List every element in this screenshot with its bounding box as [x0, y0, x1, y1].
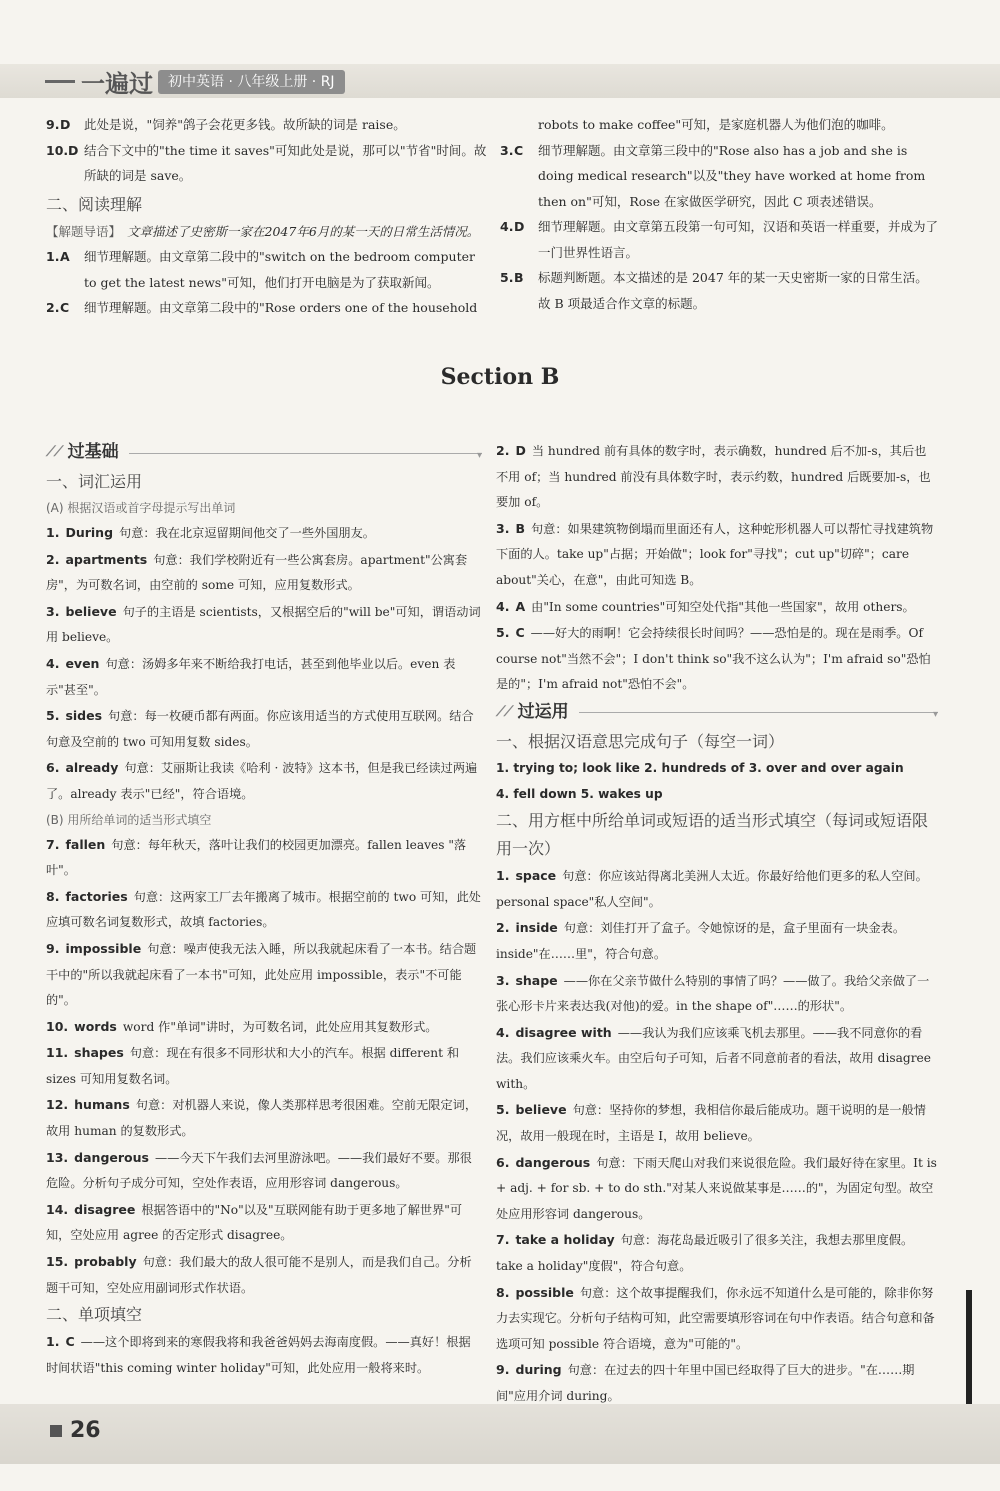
answer-item: 1. A 细节理解题。由文章第二段中的"switch on the bedroom computer to get the latest news"可知，他们打开电脑是为了获取新闻。	[46, 249, 475, 290]
complete-answers-line: 4. fell down 5. wakes up	[496, 786, 663, 801]
top-left-column	[46, 112, 490, 321]
vocab-heading: 一、词汇运用	[46, 472, 143, 491]
answer-item: 4. D 细节理解题。由文章第五段第一句可知，汉语和英语一样重要，并成为了一门世界性语言。	[500, 219, 939, 260]
right-column	[496, 438, 938, 1410]
top-right-column	[500, 112, 940, 316]
answer-item: 2. inside 句意：刘佳打开了盒子。令她惊讶的是，盒子里面有一块金表。inside"在……里"，符合句意。	[496, 920, 906, 961]
answer-item: 13. dangerous ——今天下午我们去河里游泳吧。——我们最好不要。那很危险。分析句子成分可知，空处作表语，应用形容词 dangerous。	[46, 1149, 472, 1191]
sub-heading-a: (A) 根据汉语或首字母提示写出单词	[46, 501, 236, 515]
single-choice-heading: 二、单项填空	[46, 1305, 143, 1325]
answer-item: 3. B 句意：如果建筑物倒塌而里面还有人，这种蛇形机器人可以帮忙寻找建筑物下面的人。take up"占据；开始做"；look for"寻找"；cut up"切碎"；care about"关心，在意"，由此可知选 B。	[496, 520, 934, 587]
answer-item: 9. during 句意：在过去的四十年里中国已经取得了巨大的进步。"在……期间"应用介词 during。	[496, 1362, 915, 1403]
answer-item: 1. C ——这个即将到来的寒假我将和我爸爸妈妈去海南度假。——真好！根据时间状语"this coming winter holiday"可知，此处应用一般将来时。	[46, 1334, 471, 1375]
complete-sentences-heading: 一、根据汉语意思完成句子（每空一词）	[496, 731, 785, 751]
sub-heading-b: (B) 用所给单词的适当形式填空	[46, 812, 212, 827]
complete-answers-line: 1. trying to; look like 2. hundreds of 3. over and over again	[496, 760, 904, 775]
footer-band	[0, 1404, 1000, 1464]
vocab-list-b	[46, 832, 482, 1302]
continued-text: robots to make coffee"可知，是家庭机器人为他们泡的咖啡。	[538, 117, 894, 132]
vocab-list-a	[46, 520, 482, 808]
box-fill-heading: 二、用方框中所给单词或短语的适当形式填空（每词或短语限用一次）	[496, 811, 929, 859]
answer-item: 6. already 句意：艾丽斯让我读《哈利 · 波特》这本书，但是我已经读过两遍了。already 表示"已经"，符合语境。	[46, 760, 478, 801]
answer-item: 4. A 由"In some countries"可知空处代指"其他一些国家"，故用 others。	[496, 598, 915, 614]
application-bar: ⟋⟋ 过运用 ▾	[496, 698, 938, 728]
answer-item: 3. C 细节理解题。由文章第三段中的"Rose also has a job and she is doing medical research"以及"they have worked at home from then on"可知，Rose 在家做医学研究，因此 C 项表述错误。	[500, 142, 926, 209]
answer-item: 9. D 此处是说，"饲养"鸽子会花更多钱。故所缺的词是 raise。	[46, 117, 406, 132]
answer-item: 10. D 结合下文中的"the time it saves"可知此处是说，那可以"节省"时间。故所缺的词是 save。	[46, 142, 487, 183]
answer-item: 4. even 句意：汤姆多年来不断给我打电话，甚至到他毕业以后。even 表示"甚至"。	[46, 655, 456, 697]
answer-item: 2. apartments 句意：我们学校附近有一些公寓套房。apartment"公寓套房"，为可数名词，由空前的 some 可知，应用复数形式。	[46, 551, 468, 593]
answer-item: 2. D 当 hundred 前有具体的数字时，表示确数，hundred 后不加-s，其后也不用 of；当 hundred 前没有具体数字时，表示约数，hundred 后既要加-s，也要加 of。	[496, 443, 931, 510]
answer-item: 5. believe 句意：坚持你的梦想，我相信你最后能成功。题干说明的是一般情况，故用一般现在时，主语是 I，故用 believe。	[496, 1102, 926, 1144]
answer-item: 8. factories 句意：这两家工厂去年搬离了城市。根据空前的 two 可知，此处应填可数名词复数形式，故填 factories。	[46, 888, 481, 930]
book-tag: 初中英语 · 八年级上册 · RJ	[158, 70, 345, 94]
answer-item: 1. space 句意：你应该站得离北美洲人太近。你最好给他们更多的私人空间。personal space"私人空间"。	[496, 868, 928, 909]
basics-bar: ⟋⟋ 过基础 ▾	[46, 438, 482, 468]
answer-item: 2. C 细节理解题。由文章第二段中的"Rose orders one of the household	[46, 300, 478, 315]
answer-item: 10. words word 作"单词"讲时，为可数名词，此处应用其复数形式。	[46, 1018, 438, 1034]
answer-item: 15. probably 句意：我们最大的敌人很可能不是别人，而是我们自己。分析题干可知，空处应用副词形式作状语。	[46, 1254, 472, 1295]
box-fill-list	[496, 863, 938, 1409]
answer-item: 5. sides 句意：每一枚硬币都有两面。你应该用适当的方式使用互联网。结合句意及空前的 two 可知用复数 sides。	[46, 708, 474, 749]
answer-item: 12. humans 句意：对机器人来说，像人类那样思考很困难。空前无限定词，故用 human 的复数形式。	[46, 1097, 478, 1139]
answer-item: 1. During 句意：我在北京逗留期间他交了一些外国朋友。	[46, 525, 375, 540]
reading-guide: 【解题导语】 文章描述了史密斯一家在2047年6月的某一天的日常生活情况。	[46, 223, 480, 239]
answer-item: 3. believe 句子的主语是 scientists，又根据空后的"will be"可知，谓语动词用 believe。	[46, 603, 481, 645]
answer-item: 5. B 标题判断题。本文描述的是 2047 年的某一天史密斯一家的日常生活。故 B 项最适合作文章的标题。	[500, 270, 928, 311]
reading-heading: 二、阅读理解	[46, 194, 143, 214]
page-number: 26	[50, 1418, 101, 1443]
left-column	[46, 438, 482, 1381]
answer-item: 5. C ——好大的雨啊！它会持续很长时间吗？——恐怕是的。现在是雨季。Of course not"当然不会"；I don't think so"我不这么认为"；I'm afraid so"恐怕是的"；I'm afraid not"恐怕不会"。	[496, 625, 931, 692]
answer-item: 7. fallen 句意：每年秋天，落叶让我们的校园更加漂亮。fallen leaves "落叶"。	[46, 836, 467, 878]
section-title: Section B	[440, 364, 560, 390]
answer-item: 4. disagree with ——我认为我们应该乘飞机去那里。——我不同意你的看法。我们应该乘火车。由空后句子可知，后者不同意前者的看法，故用 disagree with。	[496, 1024, 931, 1091]
answer-item: 6. dangerous 句意：下雨天爬山对我们来说很危险。我们最好待在家里。It is + adj. + for sb. + to do sth."对某人来说做某事是……的"，为固定句型。故空处应用形容词 dangerous。	[496, 1154, 937, 1221]
answer-item: 11. shapes 句意：现在有很多不同形状和大小的汽车。根据 different 和 sizes 可知用复数名词。	[46, 1045, 460, 1086]
answer-item: 14. disagree 根据答语中的"No"以及"互联网能有助于更多地了解世界"可知，空处应用 agree 的否定形式 disagree。	[46, 1201, 463, 1243]
brand-logo: 一遍过	[44, 64, 154, 98]
answer-item: 7. take a holiday 句意：海花岛最近吸引了很多关注，我想去那里度假。take a holiday"度假"，符合句意。	[496, 1232, 914, 1274]
answer-item: 3. shape ——你在父亲节做什么特别的事情了吗？——做了。我给父亲做了一张心形卡片来表达我(对他)的爱。in the shape of"……的形状"。	[496, 972, 930, 1014]
answer-item: 9. impossible 句意：噪声使我无法入睡，所以我就起床看了一本书。结合题干中的"所以我就起床看了一本书"可知，此处应用 impossible，表示"不可能的"。	[46, 940, 477, 1008]
answer-item: 8. possible 句意：这个故事提醒我们，你永远不知道什么是可能的，除非你努力去实现它。分析句子结构可知，此空需要填形容词在句中作表语。结合句意和备选项可知 possible 符合语境，意为"可能的"。	[496, 1284, 935, 1351]
